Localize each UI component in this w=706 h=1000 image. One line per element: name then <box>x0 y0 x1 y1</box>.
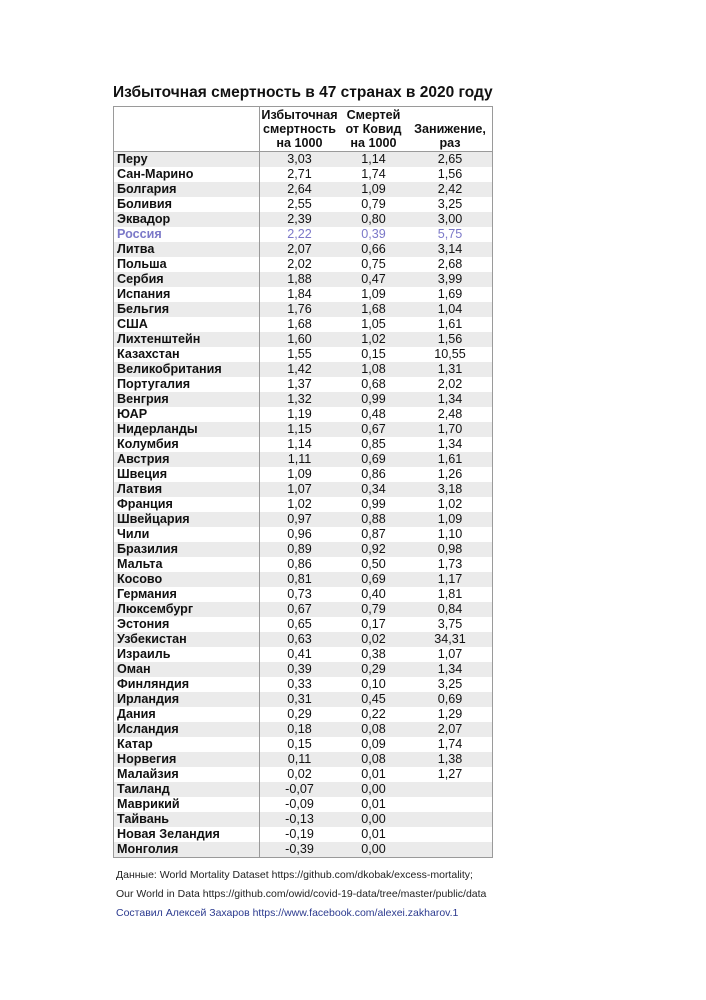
underreporting-cell: 3,99 <box>408 272 493 287</box>
country-cell: Маврикий <box>114 797 260 812</box>
covid-deaths-cell: 1,09 <box>339 287 408 302</box>
excess-mortality-cell: 1,60 <box>260 332 340 347</box>
covid-deaths-cell: 0,69 <box>339 572 408 587</box>
underreporting-cell: 1,34 <box>408 662 493 677</box>
underreporting-cell: 1,17 <box>408 572 493 587</box>
country-cell: Великобритания <box>114 362 260 377</box>
table-row <box>114 692 493 707</box>
country-cell: Германия <box>114 587 260 602</box>
covid-deaths-cell: 0,48 <box>339 407 408 422</box>
table-row <box>114 557 493 572</box>
table-row <box>114 767 493 782</box>
table-header-row <box>114 107 493 152</box>
table-row <box>114 377 493 392</box>
table-row <box>114 737 493 752</box>
excess-mortality-cell: 2,55 <box>260 197 340 212</box>
table-row <box>114 422 493 437</box>
excess-mortality-cell: 1,15 <box>260 422 340 437</box>
underreporting-cell: 1,31 <box>408 362 493 377</box>
underreporting-cell: 3,25 <box>408 677 493 692</box>
table-row <box>114 527 493 542</box>
table-row <box>114 602 493 617</box>
excess-mortality-cell: 1,02 <box>260 497 340 512</box>
excess-mortality-cell: 2,71 <box>260 167 340 182</box>
table-row <box>114 332 493 347</box>
underreporting-cell: 1,27 <box>408 767 493 782</box>
excess-mortality-cell: 0,02 <box>260 767 340 782</box>
country-cell: Бразилия <box>114 542 260 557</box>
table-row <box>114 827 493 842</box>
header-line: на 1000 <box>350 136 397 150</box>
table-row <box>114 182 493 197</box>
header-covid-deaths <box>339 107 408 152</box>
covid-deaths-cell: 0,99 <box>339 497 408 512</box>
table-row <box>114 497 493 512</box>
header-line: Смертей <box>346 108 401 122</box>
covid-deaths-cell: 0,17 <box>339 617 408 632</box>
underreporting-cell: 1,74 <box>408 737 493 752</box>
covid-deaths-cell: 0,67 <box>339 422 408 437</box>
table-row <box>114 197 493 212</box>
underreporting-cell: 2,48 <box>408 407 493 422</box>
header-line: смертность <box>262 122 337 136</box>
underreporting-cell <box>408 782 493 797</box>
covid-deaths-cell: 0,75 <box>339 257 408 272</box>
covid-deaths-cell: 0,00 <box>339 782 408 797</box>
underreporting-cell: 1,69 <box>408 287 493 302</box>
table-row <box>114 302 493 317</box>
underreporting-cell: 1,34 <box>408 437 493 452</box>
covid-deaths-cell: 0,08 <box>339 722 408 737</box>
underreporting-cell: 1,29 <box>408 707 493 722</box>
country-cell: Швеция <box>114 467 260 482</box>
excess-mortality-cell: 1,19 <box>260 407 340 422</box>
table-row <box>114 242 493 257</box>
table-row <box>114 452 493 467</box>
underreporting-cell: 1,34 <box>408 392 493 407</box>
country-cell: Исландия <box>114 722 260 737</box>
underreporting-cell: 3,14 <box>408 242 493 257</box>
country-cell: Израиль <box>114 647 260 662</box>
excess-mortality-cell: 0,97 <box>260 512 340 527</box>
country-cell: Оман <box>114 662 260 677</box>
underreporting-cell: 1,61 <box>408 452 493 467</box>
table-row <box>114 362 493 377</box>
table-row <box>114 617 493 632</box>
header-country <box>114 107 260 152</box>
table-row <box>114 512 493 527</box>
table-row <box>114 227 493 242</box>
excess-mortality-cell: 2,64 <box>260 182 340 197</box>
header-line: от Ковид <box>345 122 402 136</box>
header-line: Занижение, <box>414 122 486 136</box>
underreporting-cell <box>408 842 493 858</box>
covid-deaths-cell: 1,05 <box>339 317 408 332</box>
covid-deaths-cell: 0,39 <box>339 227 408 242</box>
country-cell: Нидерланды <box>114 422 260 437</box>
country-cell: Мальта <box>114 557 260 572</box>
country-cell: Сан-Марино <box>114 167 260 182</box>
excess-mortality-cell: -0,07 <box>260 782 340 797</box>
country-cell: Таиланд <box>114 782 260 797</box>
underreporting-cell: 2,02 <box>408 377 493 392</box>
country-cell: Россия <box>114 227 260 242</box>
underreporting-cell: 1,26 <box>408 467 493 482</box>
underreporting-cell: 1,70 <box>408 422 493 437</box>
underreporting-cell <box>408 827 493 842</box>
excess-mortality-cell: 2,39 <box>260 212 340 227</box>
table-row <box>114 407 493 422</box>
covid-deaths-cell: 0,66 <box>339 242 408 257</box>
covid-deaths-cell: 0,01 <box>339 827 408 842</box>
covid-deaths-cell: 1,02 <box>339 332 408 347</box>
table-body <box>114 152 493 858</box>
country-cell: Сербия <box>114 272 260 287</box>
table-row <box>114 317 493 332</box>
country-cell: Швейцария <box>114 512 260 527</box>
covid-deaths-cell: 0,47 <box>339 272 408 287</box>
excess-mortality-cell: 0,33 <box>260 677 340 692</box>
excess-mortality-cell: 1,37 <box>260 377 340 392</box>
excess-mortality-cell: -0,09 <box>260 797 340 812</box>
underreporting-cell: 3,25 <box>408 197 493 212</box>
country-cell: Тайвань <box>114 812 260 827</box>
underreporting-cell: 1,56 <box>408 167 493 182</box>
covid-deaths-cell: 1,14 <box>339 152 408 168</box>
excess-mortality-cell: 2,07 <box>260 242 340 257</box>
covid-deaths-cell: 0,80 <box>339 212 408 227</box>
underreporting-cell <box>408 797 493 812</box>
excess-mortality-cell: 3,03 <box>260 152 340 168</box>
table-row <box>114 482 493 497</box>
underreporting-cell: 0,69 <box>408 692 493 707</box>
table-row <box>114 707 493 722</box>
table-row <box>114 632 493 647</box>
covid-deaths-cell: 0,01 <box>339 767 408 782</box>
excess-mortality-cell: 1,07 <box>260 482 340 497</box>
country-cell: Косово <box>114 572 260 587</box>
country-cell: Венгрия <box>114 392 260 407</box>
excess-mortality-cell: 1,09 <box>260 467 340 482</box>
excess-mortality-cell: 1,32 <box>260 392 340 407</box>
excess-mortality-cell: 0,67 <box>260 602 340 617</box>
country-cell: Эстония <box>114 617 260 632</box>
underreporting-cell <box>408 812 493 827</box>
covid-deaths-cell: 0,50 <box>339 557 408 572</box>
excess-mortality-cell: 1,14 <box>260 437 340 452</box>
country-cell: Боливия <box>114 197 260 212</box>
excess-mortality-cell: 1,88 <box>260 272 340 287</box>
table-row <box>114 437 493 452</box>
underreporting-cell: 1,73 <box>408 557 493 572</box>
excess-mortality-cell: 0,41 <box>260 647 340 662</box>
footer-block <box>116 869 486 926</box>
covid-deaths-cell: 0,68 <box>339 377 408 392</box>
underreporting-cell: 0,84 <box>408 602 493 617</box>
covid-deaths-cell: 1,74 <box>339 167 408 182</box>
country-cell: Люксембург <box>114 602 260 617</box>
header-line: раз <box>439 136 461 150</box>
covid-deaths-cell: 0,00 <box>339 812 408 827</box>
covid-deaths-cell: 0,10 <box>339 677 408 692</box>
country-cell: Чили <box>114 527 260 542</box>
underreporting-cell: 1,02 <box>408 497 493 512</box>
country-cell: Финляндия <box>114 677 260 692</box>
table-row <box>114 812 493 827</box>
excess-mortality-cell: 2,22 <box>260 227 340 242</box>
table-row <box>114 662 493 677</box>
underreporting-cell: 3,00 <box>408 212 493 227</box>
footer-source-2: Our World in Data https://github.com/owid/covid-19-data/tree/master/public/data <box>116 888 487 900</box>
table-row <box>114 782 493 797</box>
country-cell: Эквадор <box>114 212 260 227</box>
underreporting-cell: 34,31 <box>408 632 493 647</box>
covid-deaths-cell: 0,15 <box>339 347 408 362</box>
table-row <box>114 842 493 858</box>
table-row <box>114 272 493 287</box>
country-cell: ЮАР <box>114 407 260 422</box>
underreporting-cell: 1,07 <box>408 647 493 662</box>
covid-deaths-cell: 0,29 <box>339 662 408 677</box>
country-cell: Дания <box>114 707 260 722</box>
excess-mortality-cell: 0,81 <box>260 572 340 587</box>
country-cell: Латвия <box>114 482 260 497</box>
country-cell: Колумбия <box>114 437 260 452</box>
country-cell: Болгария <box>114 182 260 197</box>
country-cell: Малайзия <box>114 767 260 782</box>
excess-mortality-cell: 0,65 <box>260 617 340 632</box>
table-row <box>114 722 493 737</box>
excess-mortality-cell: 1,84 <box>260 287 340 302</box>
covid-deaths-cell: 0,69 <box>339 452 408 467</box>
table-row <box>114 287 493 302</box>
excess-mortality-cell: 1,55 <box>260 347 340 362</box>
covid-deaths-cell: 0,45 <box>339 692 408 707</box>
country-cell: Узбекистан <box>114 632 260 647</box>
country-cell: Польша <box>114 257 260 272</box>
table-row <box>114 152 493 168</box>
underreporting-cell: 2,65 <box>408 152 493 168</box>
country-cell: Монголия <box>114 842 260 858</box>
footer-source-1: Данные: World Mortality Dataset https://github.com/dkobak/excess-mortality; <box>116 869 473 881</box>
excess-mortality-cell: 1,68 <box>260 317 340 332</box>
country-cell: Литва <box>114 242 260 257</box>
excess-mortality-cell: 0,73 <box>260 587 340 602</box>
covid-deaths-cell: 0,40 <box>339 587 408 602</box>
underreporting-cell: 5,75 <box>408 227 493 242</box>
table-row <box>114 212 493 227</box>
underreporting-cell: 3,18 <box>408 482 493 497</box>
excess-mortality-cell: -0,19 <box>260 827 340 842</box>
excess-mortality-cell: 0,96 <box>260 527 340 542</box>
excess-mortality-cell: 0,31 <box>260 692 340 707</box>
header-underreporting <box>408 107 493 152</box>
table-row <box>114 467 493 482</box>
underreporting-cell: 2,07 <box>408 722 493 737</box>
excess-mortality-cell: 1,42 <box>260 362 340 377</box>
excess-mortality-cell: -0,13 <box>260 812 340 827</box>
underreporting-cell: 1,61 <box>408 317 493 332</box>
table-row <box>114 257 493 272</box>
underreporting-cell: 10,55 <box>408 347 493 362</box>
covid-deaths-cell: 0,86 <box>339 467 408 482</box>
country-cell: Ирландия <box>114 692 260 707</box>
header-line: на 1000 <box>276 136 323 150</box>
country-cell: Катар <box>114 737 260 752</box>
excess-mortality-cell: 0,39 <box>260 662 340 677</box>
header-line: Избыточная <box>261 108 338 122</box>
covid-deaths-cell: 0,34 <box>339 482 408 497</box>
country-cell: Перу <box>114 152 260 168</box>
excess-mortality-cell: 0,15 <box>260 737 340 752</box>
table-row <box>114 542 493 557</box>
table-row <box>114 797 493 812</box>
excess-mortality-cell: 1,11 <box>260 452 340 467</box>
covid-deaths-cell: 0,87 <box>339 527 408 542</box>
covid-deaths-cell: 0,08 <box>339 752 408 767</box>
country-cell: США <box>114 317 260 332</box>
underreporting-cell: 2,68 <box>408 257 493 272</box>
covid-deaths-cell: 1,08 <box>339 362 408 377</box>
underreporting-cell: 0,98 <box>408 542 493 557</box>
country-cell: Казахстан <box>114 347 260 362</box>
table-row <box>114 677 493 692</box>
country-cell: Новая Зеландия <box>114 827 260 842</box>
underreporting-cell: 1,81 <box>408 587 493 602</box>
covid-deaths-cell: 0,00 <box>339 842 408 858</box>
covid-deaths-cell: 0,79 <box>339 602 408 617</box>
covid-deaths-cell: 0,85 <box>339 437 408 452</box>
excess-mortality-cell: 0,86 <box>260 557 340 572</box>
excess-mortality-cell: -0,39 <box>260 842 340 858</box>
covid-deaths-cell: 0,99 <box>339 392 408 407</box>
table-row <box>114 167 493 182</box>
underreporting-cell: 1,10 <box>408 527 493 542</box>
country-cell: Норвегия <box>114 752 260 767</box>
covid-deaths-cell: 0,79 <box>339 197 408 212</box>
table-title: Избыточная смертность в 47 странах в 2020 году <box>113 84 493 101</box>
country-cell: Лихтенштейн <box>114 332 260 347</box>
country-cell: Португалия <box>114 377 260 392</box>
underreporting-cell: 1,38 <box>408 752 493 767</box>
excess-mortality-cell: 1,76 <box>260 302 340 317</box>
table-row <box>114 752 493 767</box>
country-cell: Франция <box>114 497 260 512</box>
excess-mortality-table <box>113 106 493 858</box>
excess-mortality-cell: 0,63 <box>260 632 340 647</box>
covid-deaths-cell: 0,38 <box>339 647 408 662</box>
excess-mortality-cell: 0,11 <box>260 752 340 767</box>
country-cell: Бельгия <box>114 302 260 317</box>
table-row <box>114 587 493 602</box>
excess-mortality-cell: 0,18 <box>260 722 340 737</box>
covid-deaths-cell: 0,22 <box>339 707 408 722</box>
underreporting-cell: 1,04 <box>408 302 493 317</box>
table-row <box>114 392 493 407</box>
covid-deaths-cell: 0,88 <box>339 512 408 527</box>
table-row <box>114 647 493 662</box>
covid-deaths-cell: 1,68 <box>339 302 408 317</box>
underreporting-cell: 2,42 <box>408 182 493 197</box>
covid-deaths-cell: 1,09 <box>339 182 408 197</box>
covid-deaths-cell: 0,92 <box>339 542 408 557</box>
table-row <box>114 572 493 587</box>
excess-mortality-cell: 0,89 <box>260 542 340 557</box>
underreporting-cell: 3,75 <box>408 617 493 632</box>
covid-deaths-cell: 0,09 <box>339 737 408 752</box>
covid-deaths-cell: 0,02 <box>339 632 408 647</box>
country-cell: Испания <box>114 287 260 302</box>
underreporting-cell: 1,56 <box>408 332 493 347</box>
excess-mortality-cell: 2,02 <box>260 257 340 272</box>
covid-deaths-cell: 0,01 <box>339 797 408 812</box>
country-cell: Австрия <box>114 452 260 467</box>
excess-mortality-cell: 0,29 <box>260 707 340 722</box>
table-row <box>114 347 493 362</box>
underreporting-cell: 1,09 <box>408 512 493 527</box>
header-excess-mortality <box>260 107 340 152</box>
footer-author: Составил Алексей Захаров https://www.facebook.com/alexei.zakharov.1 <box>116 907 459 919</box>
